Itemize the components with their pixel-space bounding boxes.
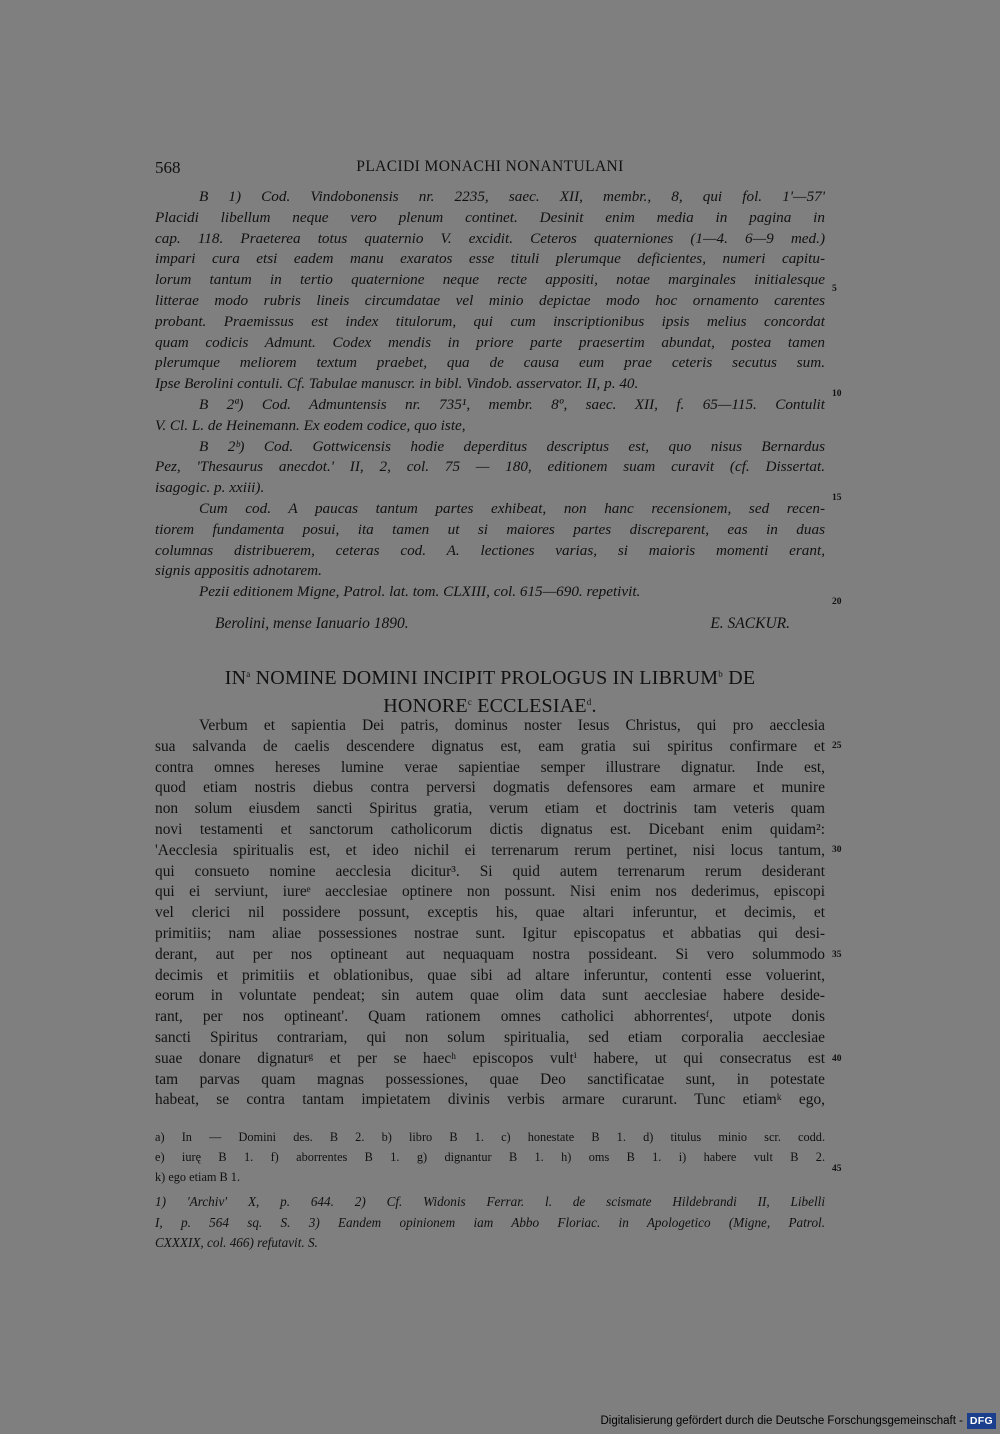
margin-line-number: 40: [832, 1054, 842, 1064]
apparatus-note: a) In — Domini des. B 2.: [155, 1130, 365, 1144]
preface-line: B 2ª) Cod. Admuntensis nr. 735¹, membr. 8º, saec. XII, f. 65—115. Contulit: [199, 395, 825, 413]
apparatus-note: e) iurę B 1.: [155, 1150, 254, 1164]
digitization-credit: [600, 1411, 996, 1431]
body-line: qui ei serviunt, iureᵉ aecclesiae optinere non possunt. Nisi enim nos dederimus, episcopi: [155, 883, 825, 901]
heading-text: HONORE: [383, 695, 468, 717]
margin-line-number: 30: [832, 845, 842, 855]
body-line: suae donare dignaturᵍ et per se haecʰ episcopos vultⁱ habere, ut qui consecratus est: [155, 1049, 825, 1067]
heading-note-marker: a: [246, 669, 251, 679]
preface-line: signis appositis adnotarem.: [155, 562, 322, 580]
apparatus-line: [155, 1147, 825, 1167]
preface-line: Ipse Berolini contuli. Cf. Tabulae manuscr. in bibl. Vindob. asservator. II, p. 40.: [155, 375, 639, 393]
preface-line: probant. Praemissus est index titulorum, qui cum inscriptionibus ipsis melius concordat: [155, 312, 825, 330]
body-line: sancti Spiritus contrariam, qui non solum spiritualia, sed etiam corporalia aecclesiae: [155, 1028, 825, 1046]
heading-text: IN: [224, 667, 247, 689]
body-line: derant, aut per nos optineant aut nequaquam nostra possideant. Si vero solummodo: [155, 945, 825, 963]
margin-line-number: 20: [832, 597, 842, 607]
margin-line-number: 15: [832, 493, 842, 503]
margin-line-number: 35: [832, 950, 842, 960]
signature-place-date: Berolini, mense Ianuario 1890.: [215, 615, 409, 632]
main-text: [155, 716, 825, 1111]
page-header: [155, 158, 825, 180]
preface-line: Placidi libellum neque vero plenum continet. Desinit enim media in pagina in: [155, 208, 825, 226]
footnote-line: [155, 1192, 825, 1213]
margin-line-number: 45: [832, 1164, 842, 1174]
body-line: qui consueto nomine aecclesia dicitur³. Si quid autem terrenarum rerum desiderant: [155, 862, 825, 880]
body-line: quod etiam nostris diebus contra perversi dogmatis defensores eam armare et munire: [155, 779, 825, 797]
preface-line: V. Cl. L. de Heinemann. Ex eodem codice, quo iste,: [155, 416, 466, 434]
heading-note-marker: b: [718, 669, 723, 679]
footnote-line: [155, 1233, 825, 1254]
preface-line: Cum cod. A paucas tantum partes exhibeat, non hanc recensionem, sed recen-: [199, 499, 825, 517]
preface-line: columnas distribuerem, ceteras cod. A. lectiones varias, si maioris momenti erant,: [155, 541, 825, 559]
critical-apparatus: [155, 1127, 825, 1187]
footnote: 2) Cf. Widonis Ferrar. l. de scismate Hildebrandi II, Libelli: [354, 1194, 825, 1209]
margin-line-number: 10: [832, 389, 842, 399]
body-line: tam parvas quam magnas possessiones, quae Deo sanctificatae sunt, in potestate: [155, 1070, 825, 1088]
footnote-continuation: I, p. 564 sq. S.: [155, 1214, 291, 1230]
signature-author: E. SACKUR.: [710, 615, 790, 632]
apparatus-note: k) ego etiam B 1.: [155, 1170, 241, 1184]
preface-line: Pez, 'Thesaurus anecdot.' II, 2, col. 75 — 180, editionem suam curavit (cf. Dissertat.: [155, 458, 825, 476]
body-line: decimis et primitiis et oblationibus, quae sibi ad altare inferuntur, contenti esse voluerint,: [155, 966, 825, 984]
body-line: novi testamenti et sanctorum catholicorum dictis dignatus est. Dicebant enim quidam²:: [155, 820, 825, 838]
heading-text: ECCLESIAE: [477, 695, 587, 717]
body-line: eorum in voluntate pendeat; sin autem quae olim data sunt aecclesiae habere deside-: [155, 987, 825, 1005]
body-line: non solum eiusdem sancti Spiritus gratia, verum etiam et doctrinis tam veteris quam: [155, 800, 825, 818]
body-line: rant, per nos optineant'. Quam rationem omnes catholici abhorrentesᶠ, utpote donis: [155, 1008, 825, 1026]
body-line: vel clerici nil possidere possunt, exceptis his, quae altari inferuntur, et decimis, et: [155, 904, 825, 922]
preface-line: isagogic. p. xxiii).: [155, 479, 265, 497]
footnote: 3) Eandem opinionem iam Abbo Floriac. in Apologetico (Migne, Patrol.: [308, 1214, 825, 1230]
preface-manuscript-description: [155, 187, 825, 603]
apparatus-note: c) honestate B 1.: [501, 1130, 626, 1144]
heading-text: .: [591, 695, 597, 717]
running-title: PLACIDI MONACHI NONANTULANI: [356, 158, 624, 175]
editor-signature: [215, 615, 790, 637]
heading-text: NOMINE DOMINI INCIPIT PROLOGUS IN LIBRUM: [255, 667, 719, 689]
apparatus-line: [155, 1167, 825, 1187]
heading-note-marker: d: [586, 697, 592, 707]
preface-line: Pezii editionem Migne, Patrol. lat. tom. CLXIII, col. 615—690. repetivit.: [199, 583, 641, 601]
preface-line: plerumque meliorem textum praebet, qua de causa eum prae ceteris secutus sum.: [155, 354, 825, 372]
preface-line: B 1) Cod. Vindobonensis nr. 2235, saec. XII, membr., 8, qui fol. 1'—57': [199, 188, 825, 205]
preface-line: B 2ᵇ) Cod. Gottwicensis hodie deperditus descriptus est, quo nisus Bernardus: [199, 437, 825, 455]
body-line: primitiis; nam aliae possessiones nostrae sunt. Igitur episcopatus et abbatias qui desi-: [155, 924, 825, 942]
margin-line-number: 25: [832, 741, 842, 751]
preface-line: cap. 118. Praeterea totus quaternio V. excidit. Ceteros quaterniones (1—4. 6—9 med.): [155, 229, 825, 247]
page-number: 568: [155, 158, 181, 177]
preface-line: impari cura etsi eadem manu exaratos esse tituli plerumque deficientes, numeri capitu-: [155, 250, 825, 268]
footnote-continuation: CXXXIX, col. 466) refutavit. S.: [155, 1235, 318, 1250]
body-line: contra omnes hereses lumine verae sapientiae semper illustrare dignatur. Inde est,: [155, 758, 825, 776]
apparatus-note: h) oms B 1.: [561, 1150, 662, 1164]
apparatus-note: f) aborrentes B 1.: [270, 1150, 400, 1164]
apparatus-note: g) dignantur B 1.: [416, 1150, 544, 1164]
preface-line: lorum tantum in tertio quaternione neque recte appositi, notae marginales initialesque: [155, 271, 825, 289]
footnotes: [155, 1192, 825, 1254]
heading-note-marker: c: [467, 697, 473, 707]
footnote: 1) 'Archiv' X, p. 644.: [155, 1194, 334, 1209]
apparatus-note: i) habere vult B 2.: [678, 1150, 825, 1164]
credit-text: Digitalisierung gefördert durch die Deutsche Forschungsgemeinschaft -: [600, 1415, 963, 1427]
heading-text: DE: [728, 667, 756, 689]
section-heading: [155, 662, 825, 718]
body-line: 'Aecclesia spiritualis est, et ideo nichil ei terrenarum rerum pertinet, nisi locus tantum,: [155, 841, 825, 859]
preface-line: quam codicis Admunt. Codex mendis in priore parte praesertim abundat, postea tamen: [155, 333, 825, 351]
body-line: habeat, se contra tantam impietatem divinis verbis armare curarunt. Tunc etiamᵏ ego,: [155, 1091, 825, 1109]
body-line: sua salvanda de caelis descendere dignatus est, eam gratia sui spiritus confirmare et: [155, 737, 825, 755]
preface-line: tiorem fundamenta posui, ita tamen ut si maiores partes discreparent, eas in duas: [155, 520, 825, 538]
footnote-line: [155, 1213, 825, 1234]
margin-line-number: 5: [832, 284, 837, 294]
apparatus-line: [155, 1127, 825, 1147]
preface-line: litterae modo rubris lineis circumdatae vel minio depictae modo hoc ornamento carentes: [155, 291, 825, 309]
dfg-logo: DFG: [967, 1413, 996, 1429]
apparatus-note: d) titulus minio scr. codd.: [643, 1130, 825, 1144]
body-line: Verbum et sapientia Dei patris, dominus noster Iesus Christus, qui pro aecclesia: [199, 717, 825, 734]
apparatus-note: b) libro B 1.: [381, 1130, 484, 1144]
